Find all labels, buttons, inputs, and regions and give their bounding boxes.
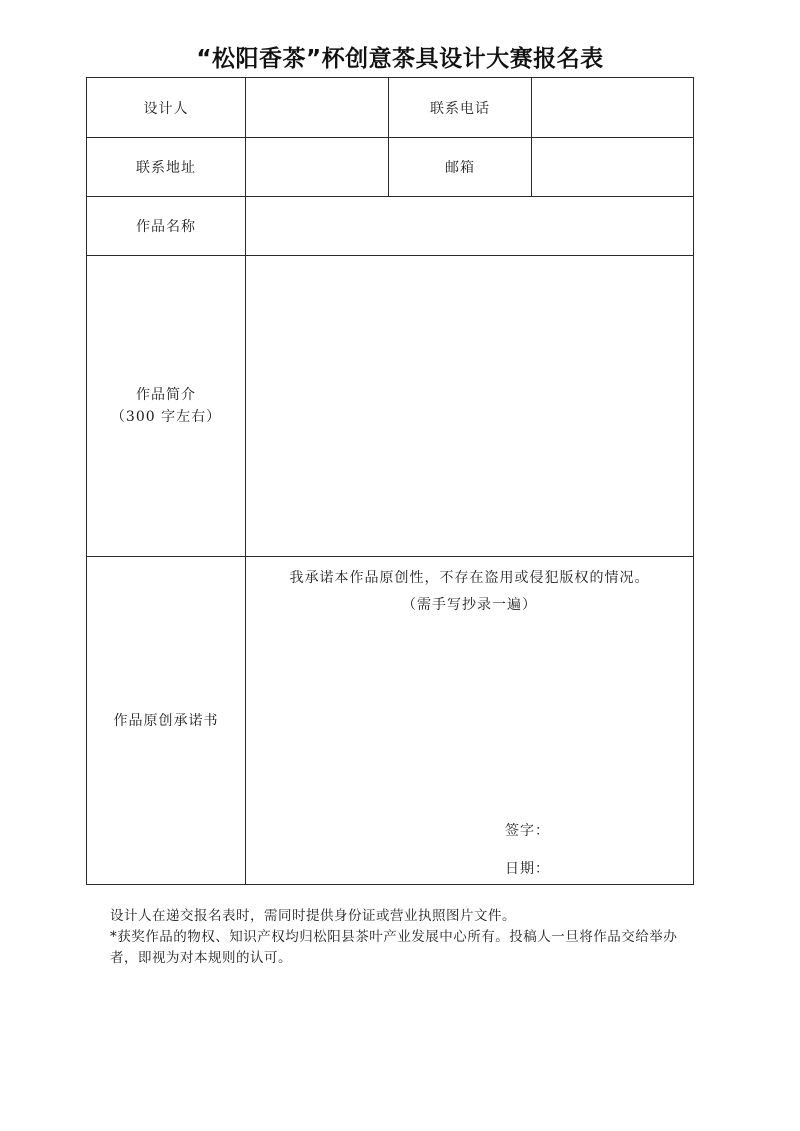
note-line-2: *获奖作品的物权、知识产权均归松阳县茶叶产业发展中心所有。投稿人一旦将作品交给举办者，即视为对本规则的认可。 — [110, 929, 678, 966]
pledge-block — [246, 565, 693, 619]
registration-form-table — [86, 77, 694, 885]
address-field[interactable] — [246, 138, 389, 197]
pledge-text: 我承诺本作品原创性，不存在盗用或侵犯版权的情况。 — [289, 569, 650, 586]
intro-hint: （300 字左右） — [110, 408, 222, 425]
form-row-pledge — [87, 556, 694, 884]
address-label: 联系地址 — [87, 138, 246, 197]
form-row-address — [87, 138, 694, 197]
form-row-designer — [87, 78, 694, 138]
designer-label: 设计人 — [87, 78, 246, 138]
pledge-hint: （需手写抄录一遍） — [402, 596, 537, 613]
signature-label: 签字： — [505, 822, 550, 839]
notes — [110, 906, 680, 969]
work-name-field[interactable] — [246, 197, 694, 256]
designer-field[interactable] — [246, 78, 389, 138]
phone-label: 联系电话 — [389, 78, 532, 138]
form-row-intro — [87, 256, 694, 556]
intro-label-cell — [87, 256, 246, 556]
pledge-field[interactable] — [246, 556, 694, 884]
intro-label: 作品简介 — [136, 386, 196, 403]
pledge-label: 作品原创承诺书 — [87, 556, 246, 884]
note-line-1: 设计人在递交报名表时，需同时提供身份证或营业执照图片文件。 — [110, 908, 516, 924]
work-name-label: 作品名称 — [87, 197, 246, 256]
form-row-work-name — [87, 197, 694, 256]
email-field[interactable] — [532, 138, 694, 197]
intro-field[interactable] — [246, 256, 694, 556]
date-label: 日期： — [505, 860, 550, 877]
email-label: 邮箱 — [389, 138, 532, 197]
page-title: “松阳香茶”杯创意茶具设计大赛报名表 — [196, 46, 604, 72]
phone-field[interactable] — [532, 78, 694, 138]
